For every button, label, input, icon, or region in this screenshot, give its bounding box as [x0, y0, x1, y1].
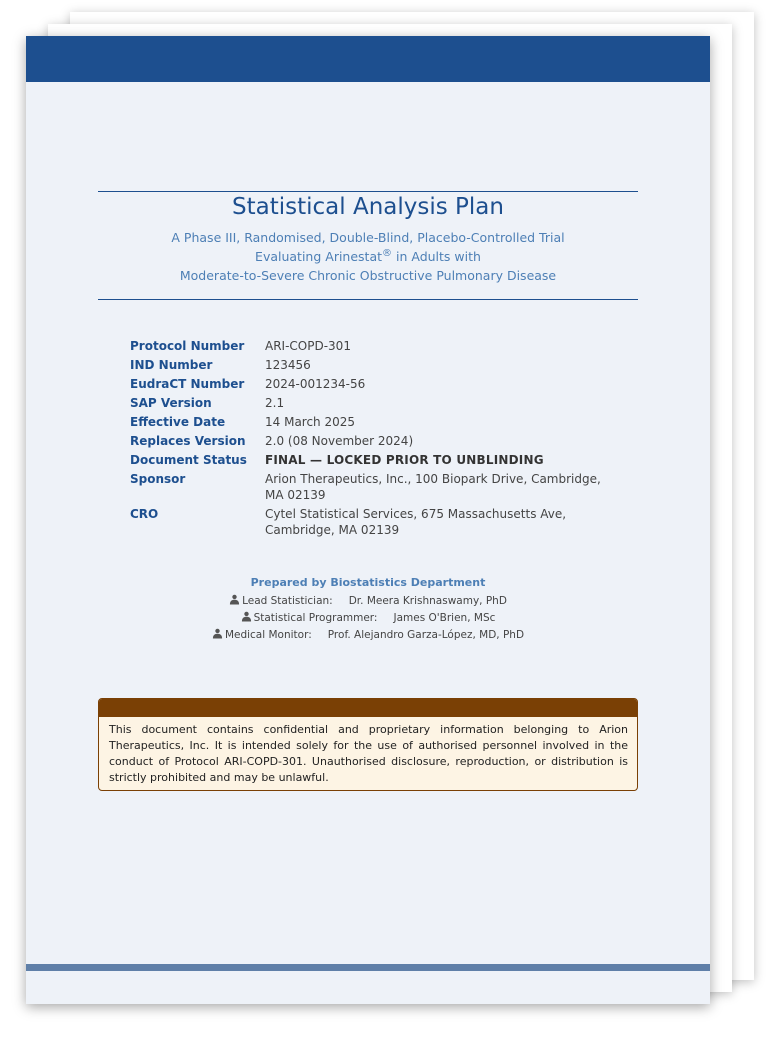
person-medical-monitor — [26, 627, 710, 644]
document-status-value: FINAL — LOCKED PRIOR TO UNBLINDING — [265, 453, 544, 467]
metadata-value: 2.1 — [265, 396, 285, 410]
person-lead-statistician — [26, 593, 710, 610]
prepared-by-section — [26, 576, 710, 644]
metadata-row-document-status — [130, 452, 620, 468]
metadata-row-sponsor — [130, 471, 620, 503]
metadata-row-cro — [130, 506, 620, 538]
registered-mark: ® — [382, 247, 393, 259]
subtitle-line-3: Moderate-to-Severe Chronic Obstructive Pulmonary Disease — [179, 268, 557, 283]
metadata-value: 14 March 2025 — [265, 415, 356, 429]
title-rule-bottom — [98, 299, 638, 300]
drug-name: Evaluating Arinestat — [255, 249, 383, 264]
metadata-row-sap-version — [130, 395, 620, 411]
person-name: Dr. Meera Krishnaswamy, PhD — [348, 595, 507, 607]
metadata-label: Protocol Number — [130, 339, 245, 353]
confidentiality-notice-header — [99, 699, 637, 717]
metadata-label: Document Status — [130, 453, 247, 467]
metadata-value: 123456 — [265, 358, 311, 372]
person-role: Lead Statistician: — [242, 595, 333, 607]
confidentiality-notice — [98, 698, 638, 791]
metadata-label: Replaces Version — [130, 434, 246, 448]
footer-band — [26, 964, 710, 971]
metadata-value: Cytel Statistical Services, 675 Massachusetts Ave, Cambridge, MA 02139 — [265, 507, 567, 537]
confidentiality-text: This document contains confidential and proprietary information belonging to Arion Therapeutics, Inc. It is intended solely for the use of authorised personnel involved in the conduct of Protocol ARI-COPD-301. Unauthorised disclosure, reproduction, or distribution is strictly prohibited and may be unlawful. — [109, 723, 628, 784]
document-title: Statistical Analysis Plan — [232, 194, 504, 220]
person-role: Medical Monitor: — [224, 629, 312, 641]
metadata-label: IND Number — [130, 358, 213, 372]
document-subtitle — [26, 228, 710, 285]
metadata-value: ARI-COPD-301 — [265, 339, 351, 353]
metadata-label: SAP Version — [130, 396, 212, 410]
person-icon — [229, 594, 240, 605]
subtitle-population: in Adults with — [396, 249, 481, 264]
metadata-row-effective-date — [130, 414, 620, 430]
prepared-by-heading: Prepared by Biostatistics Department — [250, 576, 486, 589]
person-role: Statistical Programmer: — [253, 612, 378, 624]
person-icon — [241, 611, 252, 622]
person-name: Prof. Alejandro Garza-López, MD, PhD — [327, 629, 525, 641]
metadata-value: 2.0 (08 November 2024) — [265, 434, 414, 448]
person-name: James O'Brien, MSc — [393, 612, 496, 624]
header-band — [26, 36, 710, 82]
document-page — [26, 36, 710, 1004]
person-icon — [212, 628, 223, 639]
title-rule-top — [98, 191, 638, 192]
person-statistical-programmer — [26, 610, 710, 627]
metadata-row-protocol-number — [130, 338, 620, 354]
metadata-value: Arion Therapeutics, Inc., 100 Biopark Drive, Cambridge, MA 02139 — [265, 472, 601, 502]
metadata-row-ind-number — [130, 357, 620, 373]
subtitle-line-2 — [26, 247, 710, 266]
metadata-row-replaces-version — [130, 433, 620, 449]
metadata-label: EudraCT Number — [130, 377, 245, 391]
metadata-label: Sponsor — [130, 472, 186, 486]
metadata-label: CRO — [130, 507, 159, 521]
metadata-value: 2024-001234-56 — [265, 377, 366, 391]
metadata-label: Effective Date — [130, 415, 226, 429]
metadata-row-eudract-number — [130, 376, 620, 392]
subtitle-line-1: A Phase III, Randomised, Double-Blind, Placebo-Controlled Trial — [171, 230, 565, 245]
metadata-table — [130, 338, 620, 541]
